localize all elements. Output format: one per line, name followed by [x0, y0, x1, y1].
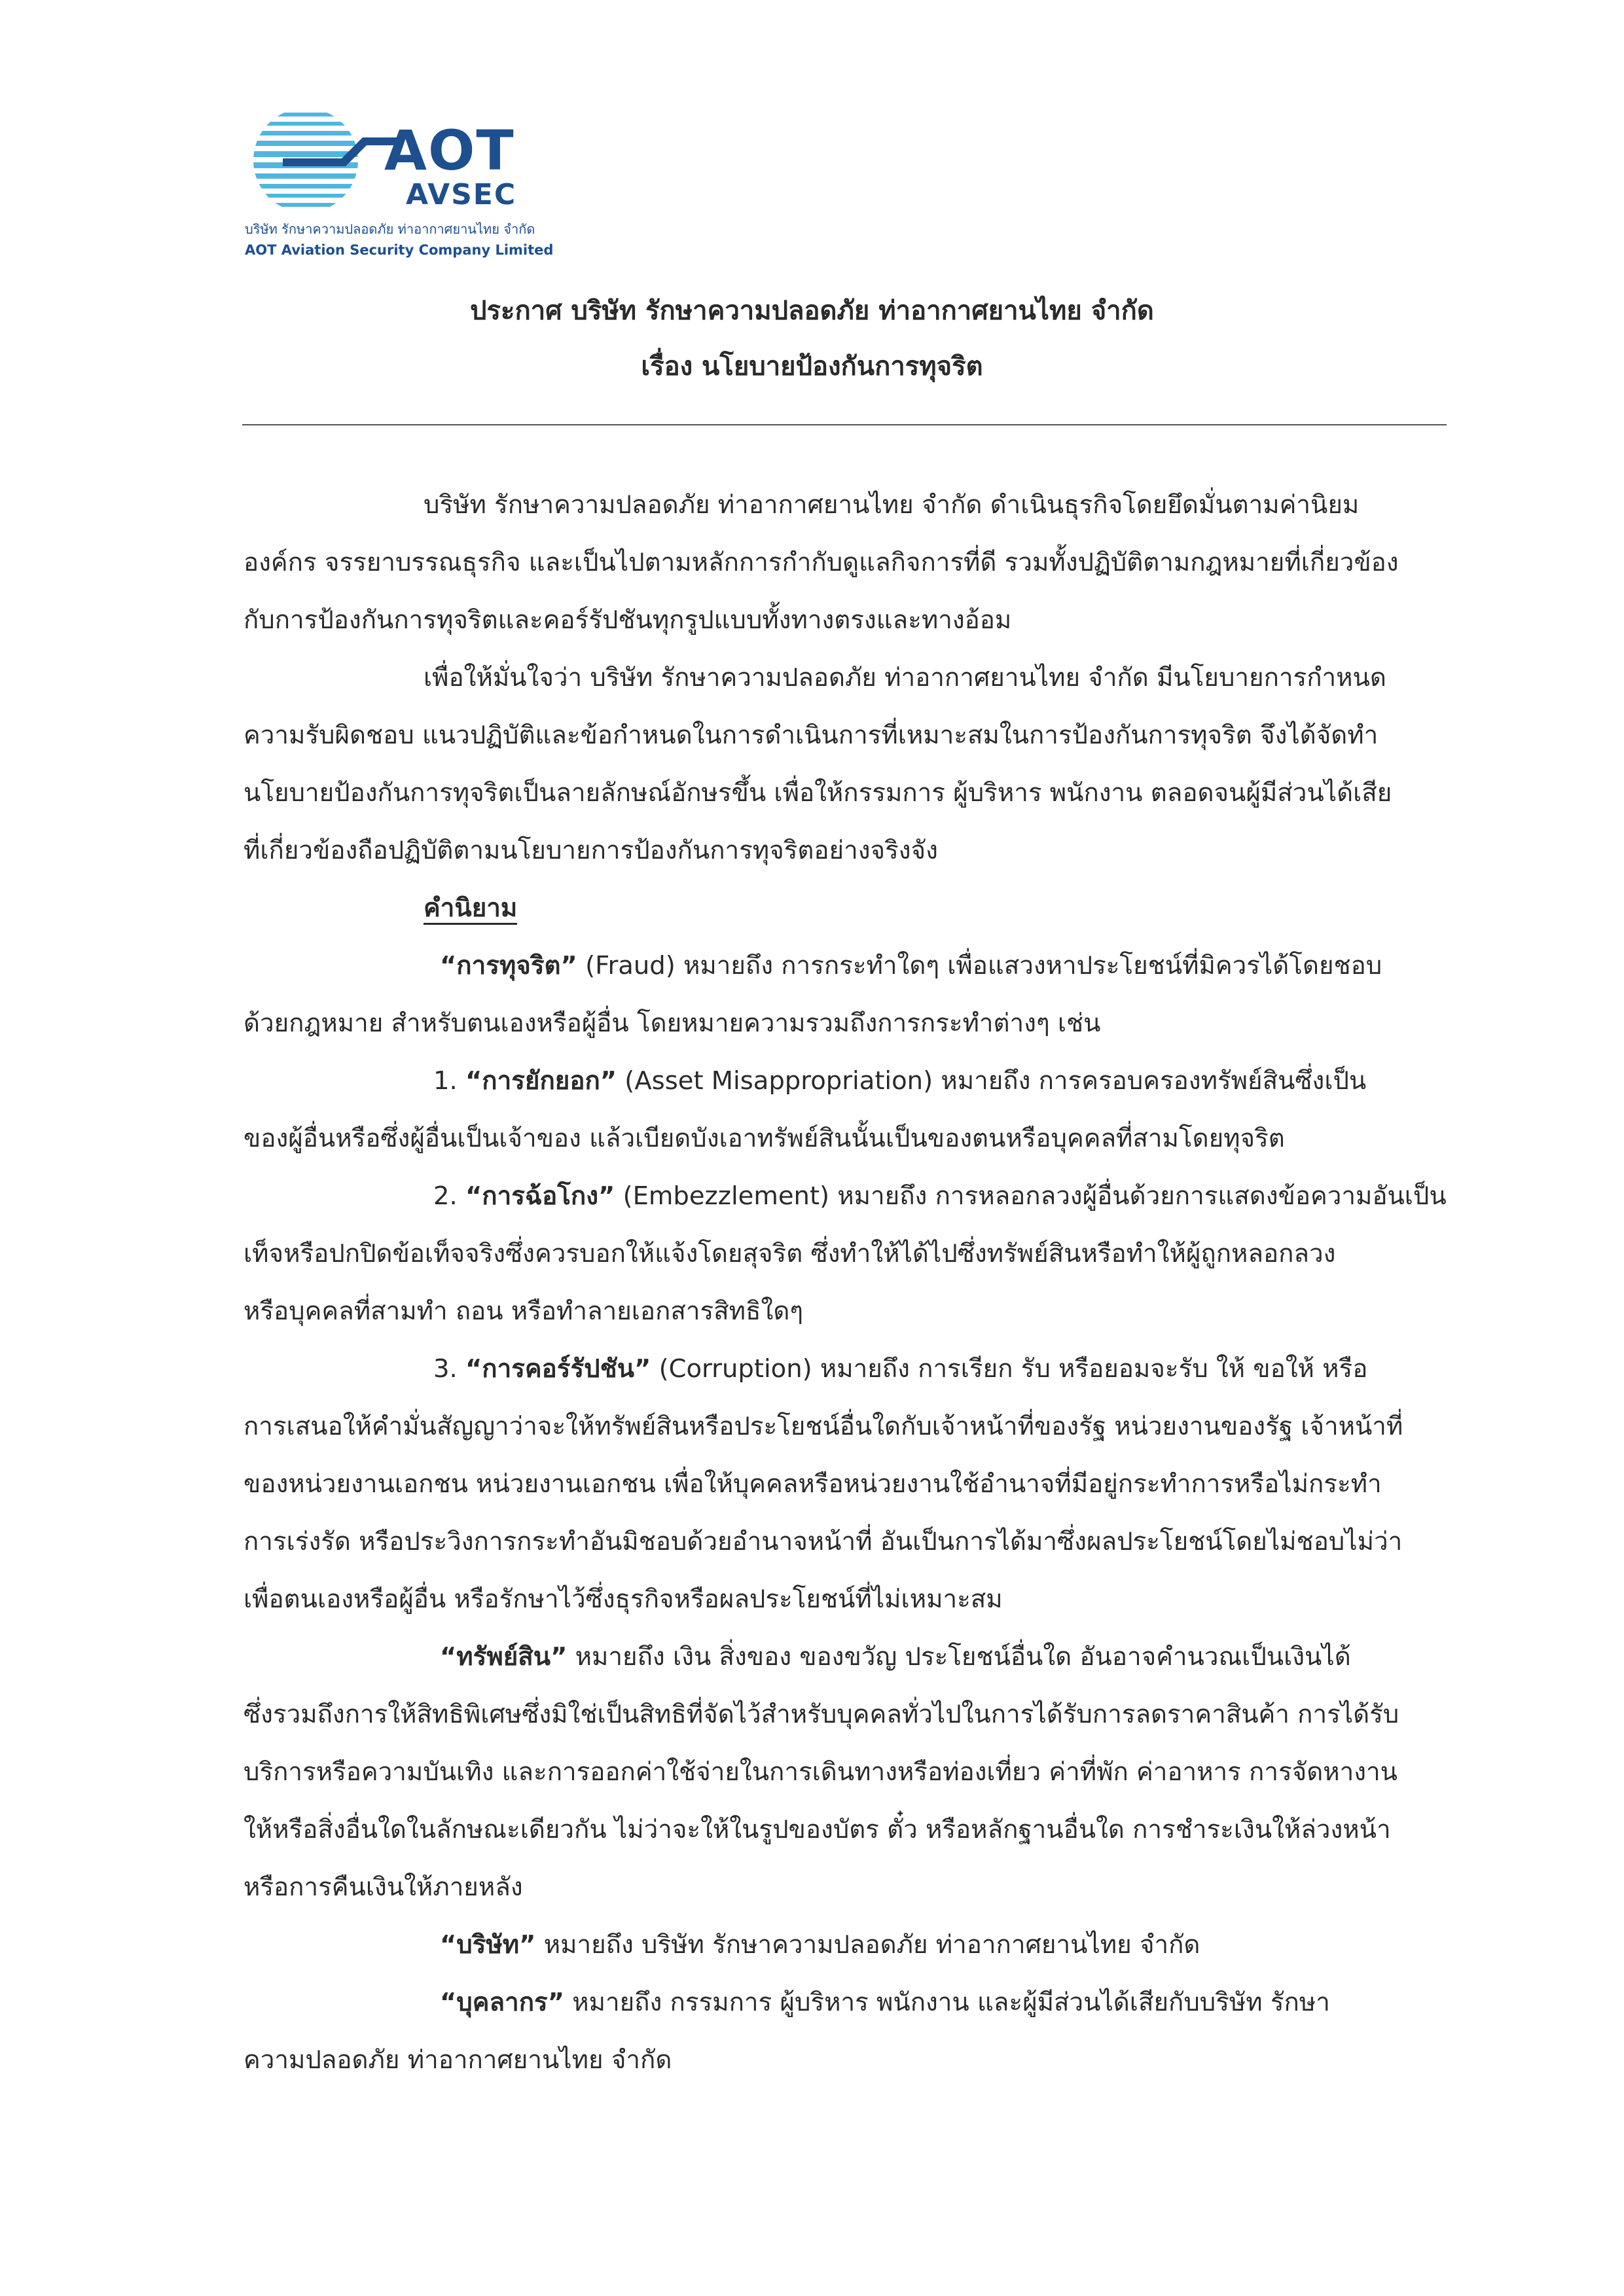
paragraph-line: บริการหรือความบันเทิง และการออกค่าใช้จ่ายในการเดินทางหรือท่องเที่ยว ค่าที่พัก ค่าอาหาร การจัดหางาน — [244, 1757, 1398, 1787]
paragraph-line: เท็จหรือปกปิดข้อเท็จจริงซึ่งควรบอกให้แจ้งโดยสุจริต ซึ่งทำให้ได้ไปซึ่งทรัพย์สินหรือทำให้ผู้ถูกหลอกลวง — [244, 1239, 1336, 1268]
term-asset: “ทรัพย์สิน” — [440, 1642, 568, 1672]
paragraph-line: เพื่อตนเองหรือผู้อื่น หรือรักษาไว้ซึ่งธุรกิจหรือผลประโยชน์ที่ไม่เหมาะสม — [244, 1585, 1003, 1614]
definition-text: หมายถึง เงิน สิ่งของ ของขวัญ ประโยชน์อื่นใด อันอาจคำนวณเป็นเงินได้ — [567, 1642, 1351, 1672]
definition-item-1 — [244, 1052, 1460, 1110]
paragraph-line: หรือบุคคลที่สามทำ ถอน หรือทำลายเอกสารสิทธิใดๆ — [244, 1297, 804, 1326]
paragraph-line: เพื่อให้มั่นใจว่า บริษัท รักษาความปลอดภัย ท่าอากาศยานไทย จำกัด มีนโยบายการกำหนด — [424, 663, 1386, 692]
term-embezzlement: “การฉ้อโกง” — [465, 1181, 615, 1211]
paragraph-line: กับการป้องกันการทุจริตและคอร์รัปชันทุกรูปแบบทั้งทางตรงและทางอ้อม — [244, 605, 1012, 635]
aot-emblem-icon — [244, 98, 401, 223]
paragraph-line: การเสนอให้คำมั่นสัญญาว่าจะให้ทรัพย์สินหรือประโยชน์อื่นใดกับเจ้าหน้าที่ของรัฐ หน่วยงานของรัฐ เจ้าหน้าที่ — [244, 1412, 1403, 1441]
definition-fraud — [244, 937, 1460, 995]
company-logo — [244, 98, 554, 262]
definition-personnel — [244, 1974, 1460, 2032]
paragraph-line: ที่เกี่ยวข้องถือปฏิบัติตามนโยบายการป้องกันการทุจริตอย่างจริงจัง — [244, 836, 938, 865]
definition-text: (Corruption) หมายถึง การเรียก รับ หรือยอมจะรับ ให้ ขอให้ หรือ — [651, 1354, 1368, 1384]
paragraph-line: ซึ่งรวมถึงการให้สิทธิพิเศษซึ่งมิใช่เป็นสิทธิที่จัดไว้สำหรับบุคคลทั่วไปในการได้รับการลดราคาสินค้า การได้รับ — [244, 1700, 1399, 1729]
logo-thai-name: บริษัท รักษาความปลอดภัย ท่าอากาศยานไทย จำกัด — [245, 221, 535, 237]
definition-text: หมายถึง กรรมการ ผู้บริหาร พนักงาน และผู้มีส่วนได้เสียกับบริษัท รักษา — [564, 1988, 1330, 2017]
announcement-title: ประกาศ บริษัท รักษาความปลอดภัย ท่าอากาศยานไทย จำกัด — [470, 296, 1154, 326]
definitions-heading-row — [244, 880, 1460, 937]
logo-sub-text: AVSEC — [406, 178, 517, 211]
paragraph-line: ของผู้อื่นหรือซึ่งผู้อื่นเป็นเจ้าของ แล้วเบียดบังเอาทรัพย์สินนั้นเป็นของตนหรือบุคคลที่สามโดยทุจริต — [244, 1124, 1285, 1153]
logo-brand-text: AOT — [384, 118, 515, 183]
paragraph-line: ความปลอดภัย ท่าอากาศยานไทย จำกัด — [244, 2045, 672, 2075]
definition-text: หมายถึง บริษัท รักษาความปลอดภัย ท่าอากาศยานไทย จำกัด — [535, 1930, 1200, 1960]
header-divider — [242, 424, 1447, 425]
paragraph-line: หรือการคืนเงินให้ภายหลัง — [244, 1873, 523, 1902]
definition-text: (Embezzlement) หมายถึง การหลอกลวงผู้อื่นด้วยการแสดงข้อความอันเป็น — [615, 1181, 1447, 1211]
paragraph-line: ให้หรือสิ่งอื่นใดในลักษณะเดียวกัน ไม่ว่าจะให้ในรูปของบัตร ตั๋ว หรือหลักฐานอื่นใด การชำระเงินให้ล่วงหน้า — [244, 1815, 1391, 1844]
paragraph-line: บริษัท รักษาความปลอดภัย ท่าอากาศยานไทย จำกัด ดำเนินธุรกิจโดยยึดมั่นตามค่านิยม — [424, 490, 1360, 520]
item-number: 2. — [433, 1181, 465, 1211]
definition-item-3 — [244, 1340, 1460, 1398]
paragraph-line: ของหน่วยงานเอกชน หน่วยงานเอกชน เพื่อให้บุคคลหรือหน่วยงานใช้อำนาจที่มีอยู่กระทำการหรือไม่กระทำ — [244, 1469, 1382, 1499]
definition-text: (Fraud) หมายถึง การกระทำใดๆ เพื่อแสวงหาประโยชน์ที่มิควรได้โดยชอบ — [577, 951, 1382, 980]
paragraph-line: การเร่งรัด หรือประวิงการกระทำอันมิชอบด้วยอำนาจหน้าที่ อันเป็นการได้มาซึ่งผลประโยชน์โดยไม่ชอบไม่ว่า — [244, 1527, 1403, 1556]
document-body — [244, 476, 1460, 2089]
term-personnel: “บุคลากร” — [440, 1988, 564, 2017]
paragraph-line: ด้วยกฎหมาย สำหรับตนเองหรือผู้อื่น โดยหมายความรวมถึงการกระทำต่างๆ เช่น — [244, 1009, 1101, 1038]
definition-text: (Asset Misappropriation) หมายถึง การครอบครองทรัพย์สินซึ่งเป็น — [617, 1066, 1367, 1096]
announcement-subject: เรื่อง นโยบายป้องกันการทุจริต — [641, 351, 983, 382]
item-number: 3. — [433, 1354, 465, 1384]
paragraph-line: นโยบายป้องกันการทุจริตเป็นลายลักษณ์อักษรขึ้น เพื่อให้กรรมการ ผู้บริหาร พนักงาน ตลอดจนผู้มีส่วนได้เสีย — [244, 778, 1392, 808]
definition-company — [244, 1916, 1460, 1974]
item-number: 1. — [433, 1066, 465, 1096]
paragraph-line: องค์กร จรรยาบรรณธุรกิจ และเป็นไปตามหลักการกำกับดูแลกิจการที่ดี รวมทั้งปฏิบัติตามกฎหมายที่เกี่ยวข้อง — [244, 548, 1399, 577]
definitions-heading: คำนิยาม — [424, 894, 517, 925]
definition-asset — [244, 1628, 1460, 1686]
term-corruption: “การคอร์รัปชัน” — [465, 1354, 651, 1384]
term-company: “บริษัท” — [440, 1930, 536, 1960]
term-fraud: “การทุจริต” — [440, 951, 577, 980]
logo-english-name: AOT Aviation Security Company Limited — [245, 242, 554, 258]
definition-item-2 — [244, 1168, 1460, 1225]
term-misappropriation: “การยักยอก” — [465, 1066, 617, 1096]
paragraph-line: ความรับผิดชอบ แนวปฏิบัติและข้อกำหนดในการดำเนินการที่เหมาะสมในการป้องกันการทุจริต จึงได้จัดทำ — [244, 721, 1379, 750]
